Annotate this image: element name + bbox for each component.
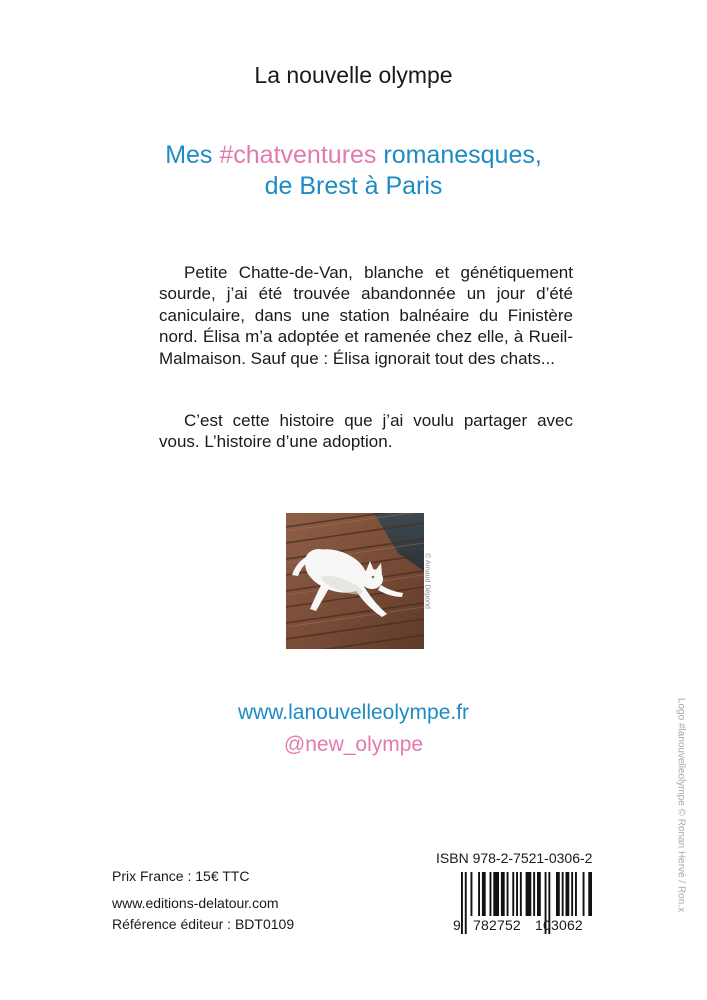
- barcode-first-digit: 9: [453, 917, 461, 933]
- book-title: [0, 140, 707, 202]
- barcode-group-1: 782752: [473, 917, 521, 933]
- barcode-bar: [537, 872, 541, 916]
- barcode-bar: [516, 872, 518, 916]
- barcode-bar: [575, 872, 577, 916]
- blurb-paragraph-1: Petite Chatte-de-Van, blanche et génétiquement sourde, j’ai été trouvée abandonnée un jour d’été caniculaire, dans une station balnéaire du Finistère nord. Élisa m’a adoptée et ramenée chez elle, à Rueil-Malmaison. Sauf que : Élisa ignorait tout des chats...: [159, 263, 573, 368]
- publisher-reference: Référence éditeur : BDT0109: [112, 916, 295, 932]
- barcode-bar: [556, 872, 560, 916]
- barcode-bar: [566, 872, 570, 916]
- social-handle[interactable]: @new_olympe: [283, 733, 424, 756]
- barcode-bar: [533, 872, 535, 916]
- barcode-bar: [482, 872, 486, 916]
- barcode-bar: [588, 872, 592, 916]
- barcode-bar: [562, 872, 564, 916]
- isbn-label: ISBN 978-2-7521-0306-2: [436, 850, 593, 866]
- title-part2: romanesques,: [376, 141, 542, 169]
- price-label: Prix France : 15€ TTC: [112, 868, 250, 884]
- barcode-group-2: 103062: [535, 917, 583, 933]
- barcode-bar: [583, 872, 585, 916]
- title-line-1: [0, 140, 707, 171]
- barcode-bar: [512, 872, 514, 916]
- barcode-bar: [478, 872, 480, 916]
- barcode-bar: [501, 872, 505, 916]
- website-link[interactable]: www.lanouvelleolympe.fr: [237, 701, 470, 724]
- barcode-bar: [507, 872, 509, 916]
- publisher-name: La nouvelle olympe: [254, 62, 453, 88]
- barcode-digits: [453, 917, 603, 937]
- title-line-2: de Brest à Paris: [264, 172, 443, 200]
- barcode-bar: [471, 872, 473, 916]
- barcode-bar: [490, 872, 492, 916]
- title-hashtag: #chatventures: [219, 141, 377, 169]
- blurb-paragraph-2: C’est cette histoire que j’ai voulu partager avec vous. L’histoire d’une adoption.: [159, 411, 573, 452]
- barcode-bar: [493, 872, 499, 916]
- barcode-bar: [571, 872, 573, 916]
- title-part1: Mes: [165, 141, 220, 169]
- barcode-bar: [526, 872, 532, 916]
- publisher-site[interactable]: www.editions-delatour.com: [112, 895, 279, 911]
- cat-photo: [286, 513, 424, 649]
- barcode-bar: [520, 872, 522, 916]
